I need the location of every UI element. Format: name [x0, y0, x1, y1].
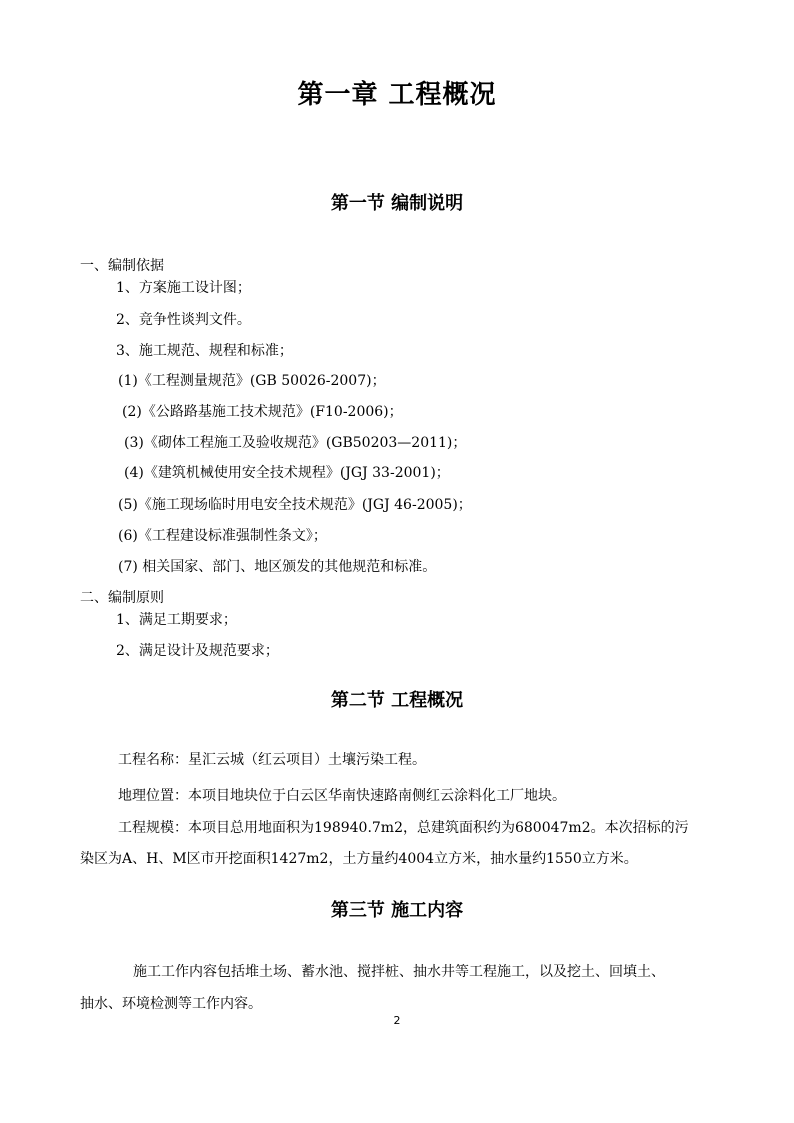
- heading-compilation-principles: 二、编制原则: [80, 590, 164, 606]
- section-title-construction-content: 第三节 施工内容: [330, 900, 464, 921]
- project-scale-cont: 染区为A、H、M区市开挖面积1427m2，土方量约4004立方米，抽水量约1550立方米。: [80, 851, 638, 867]
- principle-item: 2、满足设计及规范要求；: [116, 643, 279, 659]
- standard-item: (2)《公路路基施工技术规范》(F10-2006)；: [122, 404, 403, 420]
- standard-item: (6)《工程建设标准强制性条文》；: [118, 528, 327, 544]
- page-number: 2: [393, 1014, 401, 1027]
- construction-content: 施工工作内容包括堆土场、蓄水池、搅拌桩、抽水井等工程施工，以及挖土、回填土、: [133, 964, 665, 980]
- principle-item: 1、满足工期要求；: [116, 612, 237, 628]
- construction-content-cont: 抽水、环境检测等工作内容。: [80, 996, 262, 1012]
- chapter-title: 第一章 工程概况: [297, 80, 497, 110]
- basis-item: 3、施工规范、规程和标准；: [116, 343, 293, 359]
- project-location: 地理位置：本项目地块位于白云区华南快速路南侧红云涂料化工厂地块。: [118, 788, 566, 804]
- project-scale: 工程规模：本项目总用地面积为198940.7m2，总建筑面积约为680047m2。本次招标的污: [118, 820, 689, 836]
- basis-item: 1、方案施工设计图；: [116, 280, 251, 296]
- section-title-overview: 第二节 工程概况: [330, 690, 464, 711]
- standard-item: (3)《砌体工程施工及验收规范》(GB50203—2011)；: [124, 435, 467, 451]
- heading-compilation-basis: 一、编制依据: [80, 258, 164, 274]
- standard-item: (4)《建筑机械使用安全技术规程》(JGJ 33-2001)；: [124, 465, 450, 481]
- standard-item: (7) 相关国家、部门、地区颁发的其他规范和标准。: [118, 559, 437, 575]
- section-title-compilation: 第一节 编制说明: [330, 193, 464, 214]
- basis-item: 2、竞争性谈判文件。: [116, 312, 251, 328]
- standard-item: (1)《工程测量规范》(GB 50026-2007)；: [118, 373, 386, 389]
- project-name: 工程名称：星汇云城（红云项目）土壤污染工程。: [118, 752, 426, 768]
- standard-item: (5)《施工现场临时用电安全技术规范》(JGJ 46-2005)；: [118, 497, 472, 513]
